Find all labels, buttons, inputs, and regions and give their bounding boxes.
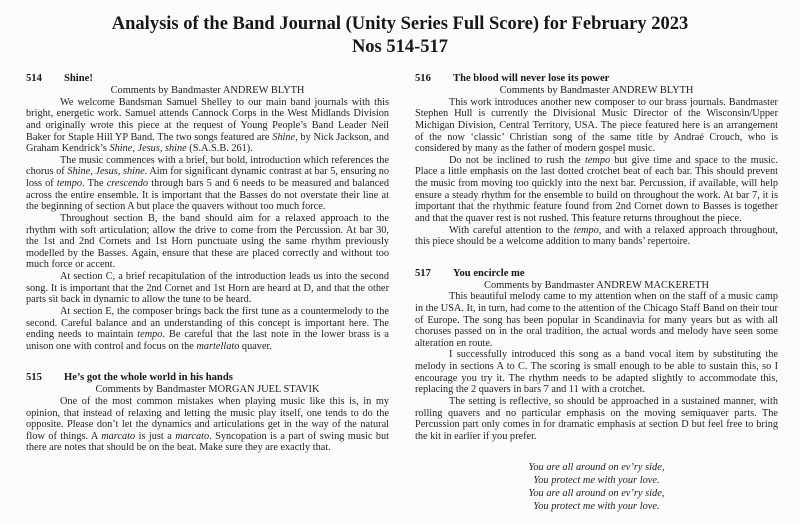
paragraph: We welcome Bandsman Samuel Shelley to our main band journals with this bright, energetic work. Samuel attends Cannock Corps in the West Midlands Division and originally wrote this piece at the request of Young People’s Band Leader Neil Baker for Staple Hill YP Band. The two songs featured are Shine, by Nick Jackson, and Graham Kendrick’s Shine, Jesus, shine (S.A.S.B. 261). xyxy=(26,96,389,155)
left-column xyxy=(26,73,389,514)
section-title: He’s got the whole world in his hands xyxy=(64,372,233,384)
section-byline: Comments by Bandmaster ANDREW BLYTH xyxy=(499,84,694,96)
section-516 xyxy=(415,73,778,248)
section-number: 515 xyxy=(26,372,42,384)
paragraph: One of the most common mistakes when playing music like this is, in my opinion, that instead of relaxing and letting the music play itself, one tends to do the opposite. Please don’t let the dynamics and articulations get in the way of the natural flow of things. A marcato is just a marcato. Syncopation is a part of swing music but there are notes that should be on the beat. Make sure they are exactly that. xyxy=(26,395,389,454)
section-515 xyxy=(26,372,389,454)
song-verse xyxy=(415,462,778,514)
paragraph: Throughout section B, the band should aim for a relaxed approach to the rhythm with soft articulation; allow the drive to come from the Percussion. At bar 30, the 1st and 2nd Cornets and 1st Horn punctuate using the same rhythm previously modelled by the Basses. Again, ensure that these are placed correctly and without too much force or accent. xyxy=(26,212,389,271)
verse-line: You are all around on ev’ry side, xyxy=(528,462,665,474)
paragraph: At section E, the composer brings back the first tune as a countermelody to the second. Careful balance and an understanding of this concept is important here. The ending needs to maintain tempo. Be careful that the last note in the lower brass is a unison one with control and focus on the martellato quaver. xyxy=(26,305,389,352)
section-number: 514 xyxy=(26,73,42,85)
two-column-body xyxy=(0,73,800,514)
section-title: Shine! xyxy=(64,73,93,85)
paragraph: This beautiful melody came to my attention when on the staff of a music camp in the USA. It, in turn, had come to the attention of the Chicago Staff Band on their tour of Europe. The song has been popular in Scandinavia for many years but as with all choruses passed on in the oral tradition, the actual words and melody have seen some alteration en route. xyxy=(415,291,778,349)
section-byline: Comments by Bandmaster ANDREW MACKERETH xyxy=(484,279,709,291)
paragraph: Do not be inclined to rush the tempo but give time and space to the music. Place a little emphasis on the last dotted crotchet beat of each bar. This should prevent the music from moving too quickly into the next bar. Percussion, if available, will help ensure a steady rhythm for the ensemble to build on throughout the work. At bar 7, it is important that the rhythmic feature found from 2nd Cornet down to Basses is together and that the quaver rest is not rushed. This feature returns throughout the piece. xyxy=(415,154,778,224)
paragraph: The setting is reflective, so should be approached in a sustained manner, with rolling quavers and no particular emphasis on the moving semiquaver parts. The Percussion part only comes in for dramatic emphasis at section D but feel free to bring the kit in earlier if you prefer. xyxy=(415,395,778,442)
section-heading xyxy=(26,372,389,384)
section-heading xyxy=(415,268,778,280)
section-title: The blood will never lose its power xyxy=(453,73,610,85)
paragraph: I successfully introduced this song as a band vocal item by substituting the melody in sections A to C. The scoring is small enough to be able to sustain this, so I encourage you try it. The rhythm needs to be adapted slightly to accommodate this, replacing the 2 quavers in bars 7 and 11 with a crotchet. xyxy=(415,349,778,396)
section-number: 517 xyxy=(415,267,431,279)
verse-line: You protect me with your love. xyxy=(533,501,660,513)
section-byline: Comments by Bandmaster ANDREW BLYTH xyxy=(110,84,305,96)
document-title xyxy=(0,0,800,58)
section-title: You encircle me xyxy=(453,267,525,279)
paragraph: This work introduces another new composer to our brass journals. Bandmaster Stephen Hull is currently the Divisional Music Director of the Wisconsin/Upper Michigan Division, Central Territory, USA. The piece featured here is an arrangement of the now ‘classic’ Christian song of the same title by Andraé Crouch, who is considered by many as the father of modern gospel music. xyxy=(415,96,778,155)
verse-line: You are all around on ev’ry side, xyxy=(528,488,665,500)
verse-line: You protect me with your love. xyxy=(533,475,660,487)
paragraph: At section C, a brief recapitulation of the introduction leads us into the second song. It is important that the 2nd Cornet and 1st Horn are heard at D, and that the other parts sit back in dynamic to allow the tune to be heard. xyxy=(26,271,389,306)
section-514 xyxy=(26,73,389,352)
section-heading xyxy=(26,73,389,85)
section-heading xyxy=(415,73,778,85)
paragraph: With careful attention to the tempo, and with a relaxed approach throughout, this piece should be a welcome addition to many bands’ repertoire. xyxy=(415,224,778,248)
section-number: 516 xyxy=(415,73,431,85)
title-line-1: Analysis of the Band Journal (Unity Series Full Score) for February 2023 xyxy=(111,14,689,34)
title-line-2: Nos 514-517 xyxy=(351,36,449,57)
paragraph: The music commences with a brief, but bold, introduction which references the chorus of Shine, Jesus, shine. Aim for significant dynamic contrast at bar 5, ensuring no loss of tempo. The crescendo through bars 5 and 6 needs to be measured and balanced across the entire ensemble. It is important that the Basses do not overstate their line at the beginning of section A but place the quavers without too much force. xyxy=(26,154,390,213)
section-byline: Comments by Bandmaster MORGAN JUEL STAVIK xyxy=(95,384,320,396)
right-column xyxy=(415,73,778,514)
section-517 xyxy=(415,268,778,443)
